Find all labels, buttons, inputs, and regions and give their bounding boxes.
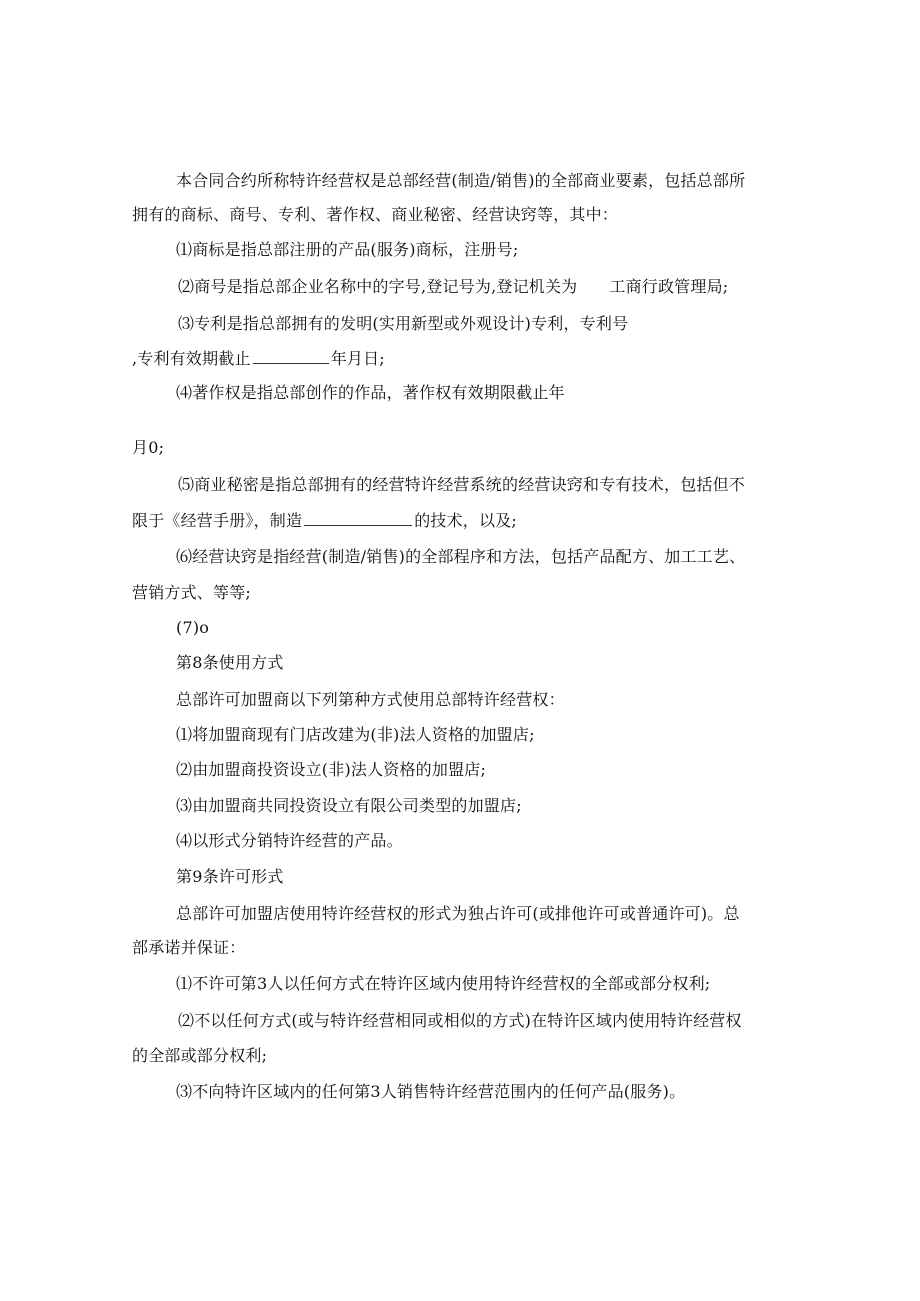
item-trade-secret: ⑸商业秘密是指总部拥有的经营特许经营系统的经营诀窍和专有技术，包括但不 bbox=[178, 475, 746, 494]
blank-patent-expiry bbox=[253, 347, 329, 364]
blank-manufacturing bbox=[304, 509, 412, 526]
article-8-heading: 第8条使用方式 bbox=[176, 653, 284, 672]
article-8-item-4: ⑷以形式分销特许经营的产品。 bbox=[176, 831, 403, 850]
trade-secret-manual-text: 限于《经营手册》，制造 bbox=[132, 511, 303, 530]
article-9-item-2: ⑵不以任何方式(或与特许经营相同或相似的方式)在特许区域内使用特许经营权 bbox=[178, 1011, 742, 1030]
item-know-how-continued: 营销方式、等等; bbox=[132, 583, 251, 602]
article-9-intro-continued: 部承诺并保证： bbox=[132, 938, 246, 957]
item-seven: (7)o bbox=[176, 618, 210, 637]
patent-expiry-text: ,专利有效期截止 bbox=[132, 349, 251, 368]
item-copyright-continued: 月0; bbox=[132, 438, 165, 457]
article-8-item-3: ⑶由加盟商共同投资设立有限公司类型的加盟店; bbox=[176, 796, 522, 815]
article-9-item-1: ⑴不许可第3人以任何方式在特许区域内使用特许经营权的全部或部分权利; bbox=[176, 974, 711, 993]
item-tradename-text: ⑵商号是指总部企业名称中的字号,登记号为,登记机关为 bbox=[178, 277, 578, 296]
patent-expiry-suffix: 年月日; bbox=[330, 349, 385, 368]
article-9-item-3: ⑶不向特许区域内的任何第3人销售特许经营范围内的任何产品(服务)。 bbox=[176, 1082, 686, 1101]
article-9-heading: 第9条许可形式 bbox=[176, 867, 284, 886]
article-9-item-2-continued: 的全部或部分权利; bbox=[132, 1046, 268, 1065]
item-trade-secret-continued bbox=[132, 509, 517, 532]
article-8-intro: 总部许可加盟商以下列第种方式使用总部特许经营权： bbox=[176, 690, 565, 709]
article-9-intro: 总部许可加盟店使用特许经营权的形式为独占许可(或排他许可或普通许可)。总 bbox=[176, 904, 740, 923]
item-trademark: ⑴商标是指总部注册的产品(服务)商标，注册号; bbox=[176, 240, 519, 259]
article-8-item-2: ⑵由加盟商投资设立(非)法人资格的加盟店; bbox=[176, 760, 487, 779]
clause-intro-line-1: 本合同合约所称特许经营权是总部经营(制造/销售)的全部商业要素，包括总部所 bbox=[176, 171, 746, 190]
clause-intro-line-2: 拥有的商标、商号、专利、著作权、商业秘密、经营诀窍等，其中： bbox=[132, 205, 619, 224]
item-tradename-suffix: 工商行政管理局; bbox=[609, 277, 729, 296]
item-copyright: ⑷著作权是指总部创作的作品，著作权有效期限截止年 bbox=[176, 383, 565, 402]
item-patent: ⑶专利是指总部拥有的发明(实用新型或外观设计)专利，专利号 bbox=[178, 314, 629, 333]
item-patent-continued bbox=[132, 347, 385, 370]
article-8-item-1: ⑴将加盟商现有门店改建为(非)法人资格的加盟店; bbox=[176, 725, 535, 744]
trade-secret-suffix: 的技术，以及; bbox=[414, 511, 517, 530]
item-know-how: ⑹经营诀窍是指经营(制造/销售)的全部程序和方法，包括产品配方、加工工艺、 bbox=[176, 547, 746, 566]
item-tradename bbox=[178, 276, 728, 298]
